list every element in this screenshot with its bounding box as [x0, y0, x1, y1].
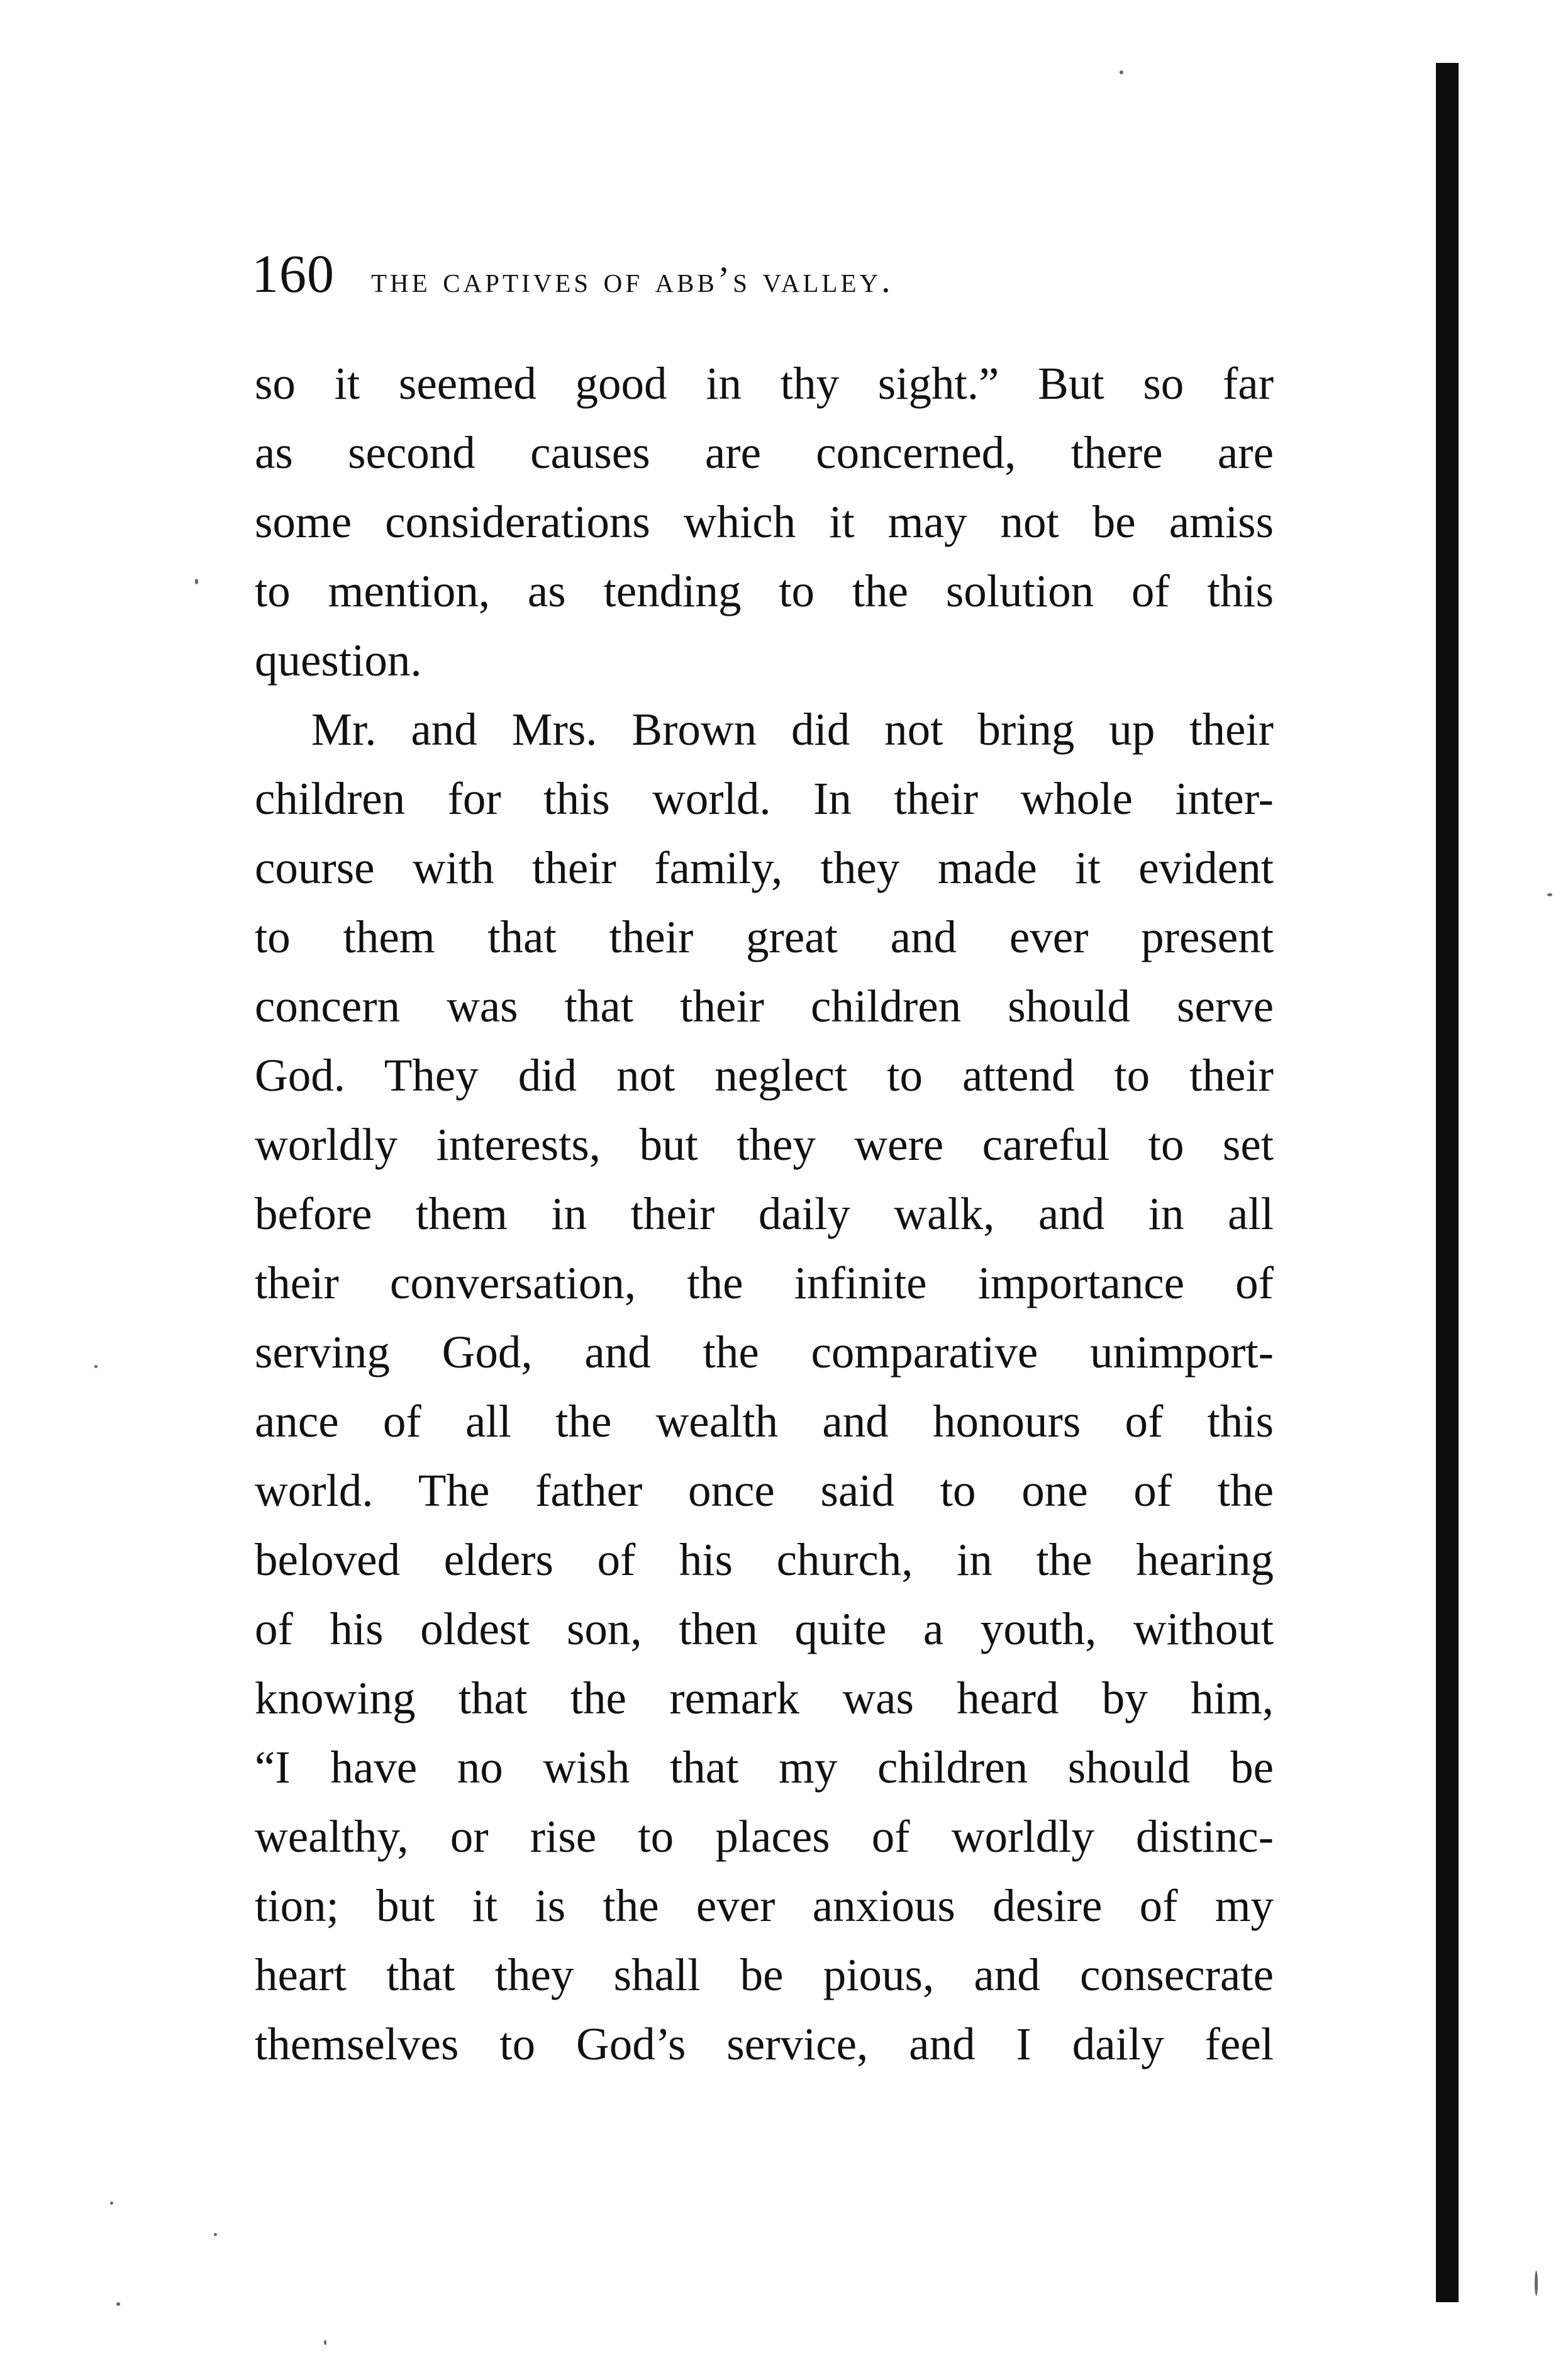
text-line: some considerations which it may not be amiss	[255, 496, 1274, 547]
scan-speck	[1547, 893, 1552, 896]
scan-speck	[116, 2302, 120, 2306]
text-line: children for this world. In their whole inter-	[255, 773, 1274, 824]
page-header	[252, 242, 894, 305]
text-line: Mr. and Mrs. Brown did not bring up their	[311, 704, 1274, 755]
text-line: tion; but it is the ever anxious desire of my	[255, 1880, 1274, 1931]
body-text	[255, 349, 1274, 2079]
text-line: of his oldest son, then quite a youth, without	[255, 1603, 1274, 1654]
paragraph	[255, 349, 1274, 695]
text-line: question.	[255, 635, 422, 686]
scan-speck	[1120, 70, 1123, 74]
text-line: course with their family, they made it evident	[255, 842, 1274, 893]
running-title: the captives of abb’s valley.	[371, 259, 894, 300]
page-edge-shadow	[1436, 63, 1459, 2302]
text-line: ance of all the wealth and honours of this	[255, 1396, 1274, 1447]
scan-speck	[110, 2202, 113, 2205]
text-line: concern was that their children should serve	[255, 981, 1274, 1032]
text-line: as second causes are concerned, there are	[255, 427, 1274, 478]
scan-speck	[94, 1365, 97, 1368]
scan-speck	[324, 2340, 326, 2345]
text-line: God. They did not neglect to attend to their	[255, 1050, 1274, 1101]
text-line: “I have no wish that my children should be	[255, 1742, 1274, 1793]
text-line: themselves to God’s service, and I daily feel	[255, 2018, 1274, 2069]
text-line: to mention, as tending to the solution of this	[255, 565, 1274, 616]
text-line: serving God, and the comparative unimport-	[255, 1327, 1274, 1378]
page-number: 160	[252, 243, 335, 304]
text-line: worldly interests, but they were careful to set	[255, 1119, 1274, 1170]
scan-speck	[1535, 2271, 1538, 2296]
text-line: before them in their daily walk, and in all	[255, 1188, 1274, 1239]
scan-speck	[195, 579, 198, 584]
paragraph	[255, 695, 1274, 2079]
text-line: their conversation, the infinite importance of	[255, 1257, 1274, 1308]
text-line: beloved elders of his church, in the hearing	[255, 1534, 1274, 1585]
text-line: wealthy, or rise to places of worldly distinc-	[255, 1811, 1274, 1862]
text-line: world. The father once said to one of the	[255, 1465, 1274, 1516]
text-line: to them that their great and ever present	[255, 911, 1274, 962]
scan-speck	[214, 2233, 217, 2236]
text-line: knowing that the remark was heard by him,	[255, 1673, 1274, 1723]
text-line: heart that they shall be pious, and consecrate	[255, 1949, 1274, 2000]
text-line: so it seemed good in thy sight.” But so far	[255, 358, 1274, 409]
